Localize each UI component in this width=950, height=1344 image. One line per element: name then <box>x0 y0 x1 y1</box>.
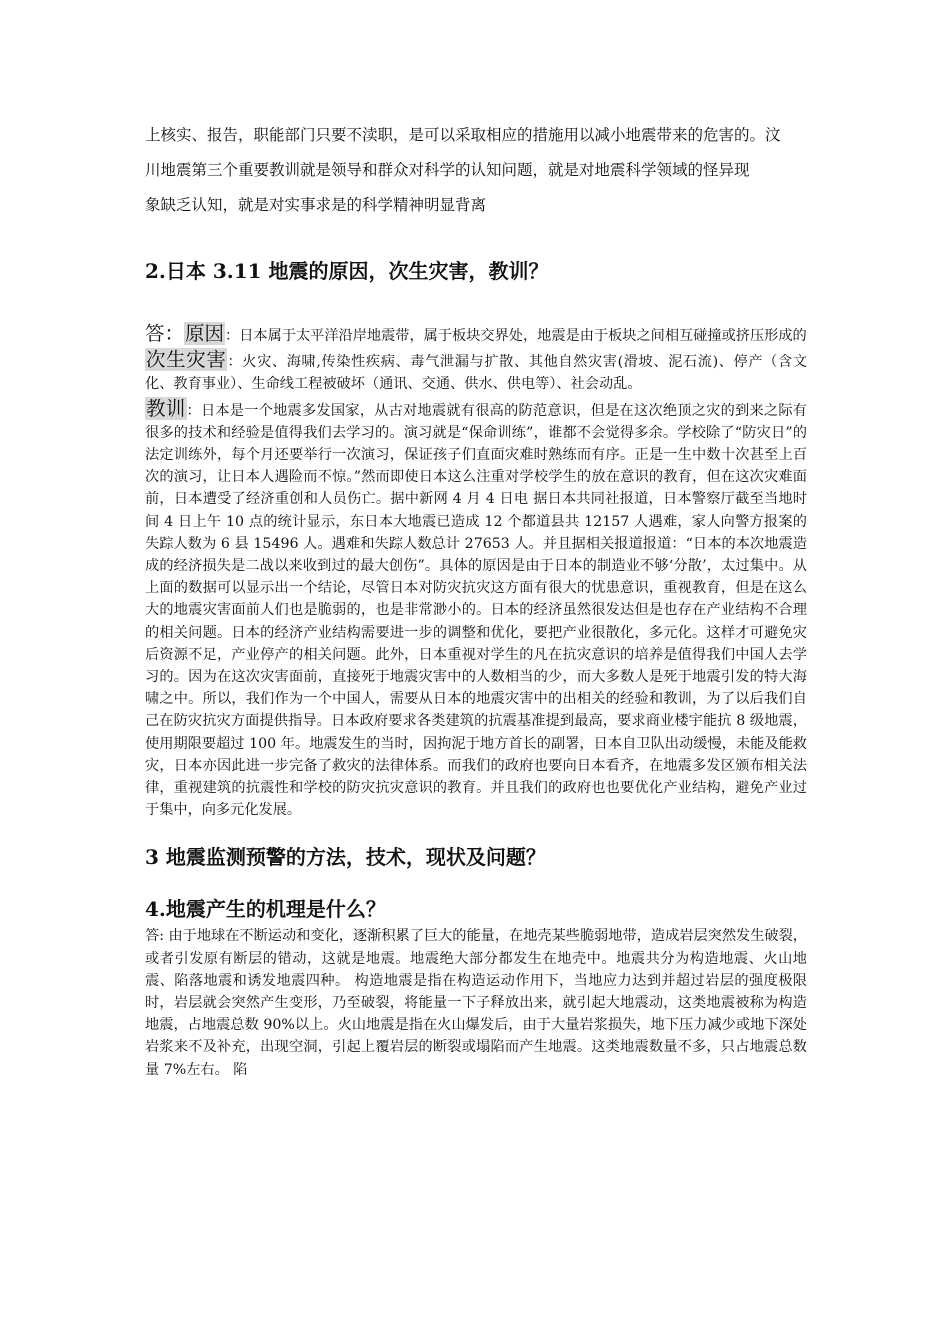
lesson-text: 日本是一个地震多发国家，从古对地震就有很高的防范意识，但是在这次绝顶之灾的到来之际有很多的技术和经验是值得我们去学习的。演习就是“保命训练”，谁都不会觉得多余。学校除了“防灾日”的法定训练外，每个月还要举行一次演习，保证孩子们直面灾难时熟练而有序。正是一生中数十次甚至上百次的演习，让日本人遇险而不惊。”然而即使日本这么注重对学校学生的放在意识的教育，但在这次灾难面前，日本遭受了经济重创和人员伤亡。据中新网 4 月 4 日电 据日本共同社报道，日本警察厅截至当地时间 4 日上午 10 点的统计显示，东日本大地震已造成 12 个都道县共 12157 人遇难，家人向警方报案的失踪人数为 6 县 15496 人。遇难和失踪人数总计 27653 人。并且据相关报道报道：“日本的本次地震造成的经济损失是二战以来收到过的最大创伤”。具体的原因是由于日本的制造业不够‘分散’，太过集中。从上面的数据可以显示出一个结论，尽管日本对防灾抗灾这方面有很大的忧患意识，重视教育，但是在这么大的地震灾害面前人们也是脆弱的，也是非常渺小的。日本的经济虽然很发达但是也存在产业结构不合理的相关问题。日本的经济产业结构需要进一步的调整和优化，要把产业很散化，多元化。这样才可避免灾后资源不足，产业停产的相关问题。此外，日本重视对学生的凡在抗灾意识的培养是值得我们中国人去学习的。因为在这次灾害面前，直接死于地震灾害中的人数相当的少，而大多数人是死于地震引发的特大海啸之中。所以，我们作为一个中国人，需要从日本的地震灾害中的出相关的经验和教训，为了以后我们自己在防灾抗灾方面提供指导。日本政府要求各类建筑的抗震基准提到最高，要求商业楼宇能抗 8 级地震，使用期限要超过 100 年。地震发生的当时，因拘泥于地方首长的副署，日本自卫队出动缓慢，未能及能救灾，日本亦因此进一步完备了救灾的法律体系。而我们的政府也要向日本看齐，在地震多发区颁布相关法律，重视建筑的抗震性和学校的防灾抗灾意识的教育。并且我们的政府也也要优化产业结构，避免产业过于集中，向多元化发展。 <box>145 402 807 819</box>
secondary-disaster-text: 火灾、海啸,传染性疾病、毒气泄漏与扩散、其他自然灾害(滑坡、泥石流)、停产（含文化、教育事业）、生命线工程被破坏（通讯、交通、供水、供电等）、社会动乱。 <box>145 354 807 393</box>
paragraph-line: 上核实、报告，职能部门只要不渎职，是可以采取相应的措施用以减小地震带来的危害的。汶 <box>145 126 781 144</box>
question-2-answer <box>145 323 807 821</box>
label-colon: ： <box>227 354 243 371</box>
question-2-heading: 2.日本 3.11 地震的原因，次生灾害，教训？ <box>145 259 549 283</box>
lesson-paragraph <box>145 398 807 822</box>
cause-text: 日本属于太平洋沿岸地震带，属于板块交界处，地震是由于板块之间相互碰撞或挤压形成的 <box>239 328 807 344</box>
label-colon: ： <box>186 402 201 419</box>
document-page <box>145 118 807 1081</box>
label-colon: ： <box>225 328 240 344</box>
question-4-heading: 4.地震产生的机理是什么？ <box>145 897 386 922</box>
answer-text: 答: 由于地球在不断运动和变化，逐渐积累了巨大的能量，在地壳某些脆弱地带，造成岩层突然发生破裂，或者引发原有断层的错动，这就是地震。地震绝大部分都发生在地壳中。地震共分为构造地震、火山地震、陷落地震和诱发地震四种。 构造地震是指在构造运动作用下，当地应力达到并超过岩层的强度极限时，岩层就会突然产生变形，乃至破裂，将能量一下子释放出来，就引起大地震动，这类地震被称为构造地震，占地震总数 90%以上。火山地震是指在火山爆发后，由于大量岩浆损失，地下压力减少或地下深处岩浆来不及补充，出现空洞，引起上覆岩层的断裂或塌陷而产生地震。这类地震数量不多，只占地震总数量 7%左右。 陷 <box>145 928 807 1078</box>
paragraph-line: 象缺乏认知，就是对实事求是的科学精神明显背离 <box>145 196 487 214</box>
cause-label: 原因 <box>185 322 225 345</box>
cause-paragraph <box>145 323 807 347</box>
secondary-disaster-label: 次生灾害 <box>146 348 227 372</box>
answer-prefix: 答： <box>145 322 185 345</box>
paragraph-line: 川地震第三个重要教训就是领导和群众对科学的认知问题，就是对地震科学领域的怪异现 <box>145 161 750 179</box>
secondary-disaster-paragraph <box>145 349 807 395</box>
question-4-answer <box>145 925 807 1080</box>
question-3-heading: 3 地震监测预警的方法，技术，现状及问题？ <box>145 845 546 870</box>
lesson-label: 教训 <box>146 396 186 420</box>
continuation-paragraph <box>145 118 807 223</box>
